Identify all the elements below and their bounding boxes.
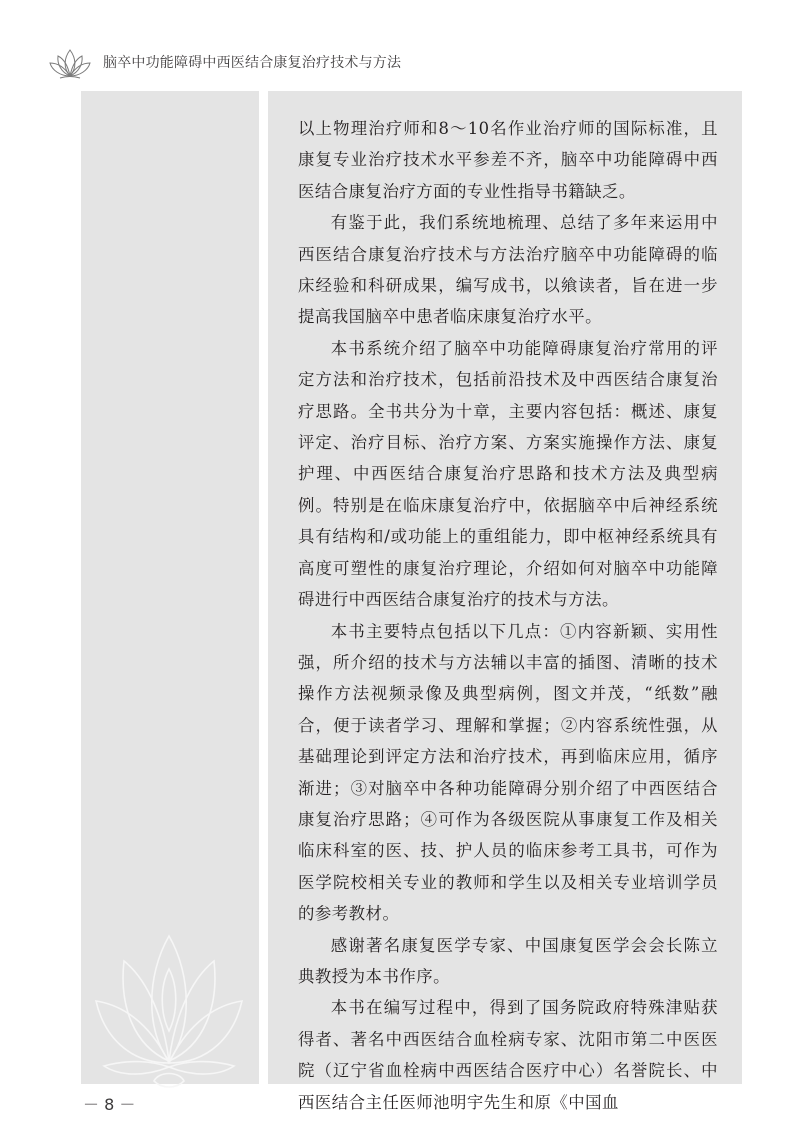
paragraph: 有鉴于此，我们系统地梳理、总结了多年来运用中西医结合康复治疗技术与方法治疗脑卒中功能障碍的临床经验和科研成果，编写成书，以飨读者，旨在进一步提高我国脑卒中患者临床康复治疗水平。 — [298, 213, 718, 327]
body-text — [298, 113, 718, 1118]
paragraph: 感谢著名康复医学专家、中国康复医学会会长陈立典教授为本书作序。 — [298, 935, 718, 986]
running-header — [48, 46, 748, 82]
header-title: 脑卒中功能障碍中西医结合康复治疗技术与方法 — [103, 55, 402, 71]
page-number: － 8 － — [83, 1095, 136, 1114]
paragraph: 本书在编写过程中，得到了国务院政府特殊津贴获得者、著名中西医结合血栓病专家、沈阳市第二中医医院（辽宁省血栓病中西医结合医疗中心）名誉院长、中西医结合主任医师池明宇先生和原《中国血 — [298, 998, 718, 1112]
paragraph: 本书主要特点包括以下几点：①内容新颖、实用性强，所介绍的技术与方法辅以丰富的插图、清晰的技术操作方法视频录像及典型病例，图文并茂，“纸数”融合，便于读者学习、理解和掌握；②内容系统性强，从基础理论到评定方法和治疗技术，再到临床应用，循序渐进；③对脑卒中各种功能障碍分别介绍了中西医结合康复治疗思路；④可作为各级医院从事康复工作及相关临床科室的医、技、护人员的临床参考工具书，可作为医学院校相关专业的教师和学生以及相关专业培训学员的参考教材。 — [298, 621, 718, 924]
lotus-watermark-icon — [94, 881, 244, 1091]
lotus-icon — [48, 46, 92, 80]
side-panel — [81, 91, 259, 1084]
paragraph: 以上物理治疗师和8～10名作业治疗师的国际标准，且康复专业治疗技术水平参差不齐，脑卒中功能障碍中西医结合康复治疗方面的专业性指导书籍缺乏。 — [298, 119, 718, 201]
paragraph: 本书系统介绍了脑卒中功能障碍康复治疗常用的评定方法和治疗技术，包括前沿技术及中西医结合康复治疗思路。全书共分为十章，主要内容包括：概述、康复评定、治疗目标、治疗方案、方案实施操作方法、康复护理、中西医结合康复治疗思路和技术方法及典型病例。特别是在临床康复治疗中，依据脑卒中后神经系统具有结构和/或功能上的重组能力，即中枢神经系统具有高度可塑性的康复治疗理论，介绍如何对脑卒中功能障碍进行中西医结合康复治疗的技术与方法。 — [298, 338, 718, 610]
content-area — [268, 91, 742, 1112]
